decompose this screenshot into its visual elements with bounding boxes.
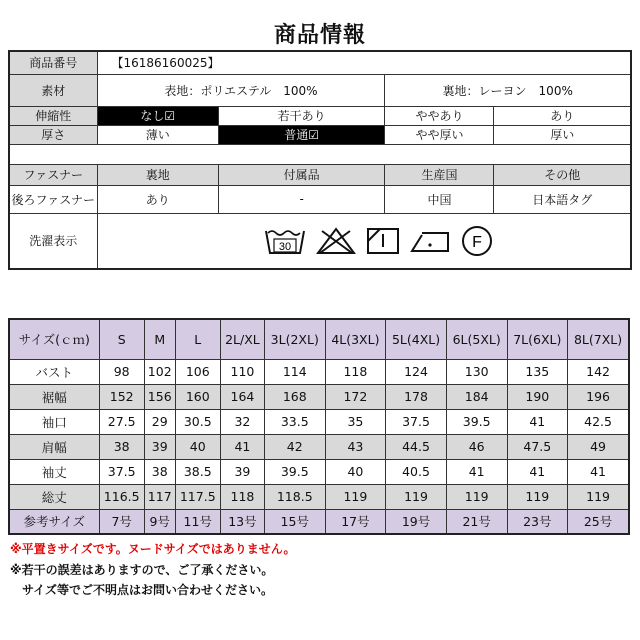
size-cell: 116.5	[99, 484, 144, 509]
wash-temp: 30	[278, 240, 291, 253]
size-cell: 39.5	[446, 409, 507, 434]
info-header: 裏地	[97, 164, 218, 185]
size-cell: 118.5	[264, 484, 325, 509]
reference-size-cell: 21号	[446, 509, 507, 534]
stretch-option: あり	[494, 106, 631, 125]
material-label: 素材	[9, 74, 97, 106]
info-header: ファスナー	[9, 164, 97, 185]
size-row-label: 袖口	[9, 409, 99, 434]
size-cell: 124	[386, 359, 447, 384]
size-cell: 41	[220, 434, 264, 459]
reference-size-cell: 23号	[507, 509, 568, 534]
size-cell: 119	[386, 484, 447, 509]
size-cell: 119	[446, 484, 507, 509]
size-cell: 117	[144, 484, 175, 509]
size-cell: 135	[507, 359, 568, 384]
size-cell: 114	[264, 359, 325, 384]
size-cell: 37.5	[386, 409, 447, 434]
size-cell: 119	[325, 484, 386, 509]
product-no-value: 【16186160025】	[97, 51, 631, 74]
size-cell: 40	[175, 434, 220, 459]
reference-size-cell: 19号	[386, 509, 447, 534]
size-cell: 184	[446, 384, 507, 409]
note-contact: サイズ等でご不明点はお問い合わせください。	[10, 583, 274, 597]
size-row-label: 袖丈	[9, 459, 99, 484]
size-header: 3L(2XL)	[264, 319, 325, 359]
size-table	[8, 318, 630, 535]
info-value: 後ろファスナー	[9, 185, 97, 213]
size-cell: 142	[568, 359, 629, 384]
size-cell: 152	[99, 384, 144, 409]
reference-size-cell: 13号	[220, 509, 264, 534]
size-row	[9, 409, 629, 434]
size-row-label: 裾幅	[9, 384, 99, 409]
thickness-label: 厚さ	[9, 125, 97, 144]
dryclean-f-icon	[460, 224, 494, 258]
info-value: あり	[97, 185, 218, 213]
product-no-label: 商品番号	[9, 51, 97, 74]
size-row	[9, 459, 629, 484]
info-header: 生産国	[385, 164, 494, 185]
size-cell: 47.5	[507, 434, 568, 459]
size-cell: 37.5	[99, 459, 144, 484]
reference-size-row	[9, 509, 629, 534]
size-header: 2L/XL	[220, 319, 264, 359]
size-cell: 30.5	[175, 409, 220, 434]
reference-size-cell: 7号	[99, 509, 144, 534]
size-cell: 119	[507, 484, 568, 509]
thickness-option: 厚い	[494, 125, 631, 144]
size-header: 7L(6XL)	[507, 319, 568, 359]
thickness-option: やや厚い	[385, 125, 494, 144]
size-header: 4L(3XL)	[325, 319, 386, 359]
iron-low-icon	[410, 227, 450, 255]
size-cell: 106	[175, 359, 220, 384]
size-row	[9, 434, 629, 459]
thickness-option: 薄い	[97, 125, 218, 144]
thickness-option-selected: 普通☑	[218, 125, 384, 144]
info-value: 日本語タグ	[494, 185, 631, 213]
page-title: 商品情報	[273, 23, 366, 48]
size-cell: 49	[568, 434, 629, 459]
size-cell: 41	[568, 459, 629, 484]
size-cell: 38.5	[175, 459, 220, 484]
size-row-label: 肩幅	[9, 434, 99, 459]
size-header: 6L(5XL)	[446, 319, 507, 359]
size-cell: 35	[325, 409, 386, 434]
size-cell: 42	[264, 434, 325, 459]
size-cell: 172	[325, 384, 386, 409]
info-value: -	[218, 185, 384, 213]
size-cell: 178	[386, 384, 447, 409]
info-header: その他	[494, 164, 631, 185]
size-cell: 42.5	[568, 409, 629, 434]
size-header: L	[175, 319, 220, 359]
size-cell: 160	[175, 384, 220, 409]
size-cell: 40.5	[386, 459, 447, 484]
size-cell: 29	[144, 409, 175, 434]
size-header: S	[99, 319, 144, 359]
size-cell: 41	[446, 459, 507, 484]
size-cell: 41	[507, 409, 568, 434]
reference-size-cell: 25号	[568, 509, 629, 534]
size-cell: 38	[144, 459, 175, 484]
size-cell: 41	[507, 459, 568, 484]
dryclean-letter: F	[471, 233, 482, 251]
size-cell: 196	[568, 384, 629, 409]
laundry-icons	[98, 224, 631, 258]
size-row	[9, 359, 629, 384]
stretch-option: 若干あり	[218, 106, 384, 125]
info-header: 付属品	[218, 164, 384, 185]
size-cell: 119	[568, 484, 629, 509]
wash-30-icon	[264, 227, 306, 255]
size-cell: 39.5	[264, 459, 325, 484]
size-cell: 117.5	[175, 484, 220, 509]
size-cell: 190	[507, 384, 568, 409]
size-cell: 164	[220, 384, 264, 409]
size-cell: 38	[99, 434, 144, 459]
size-cell: 168	[264, 384, 325, 409]
material-outer: 表地：ポリエステル 100%	[97, 74, 385, 106]
size-cell: 98	[99, 359, 144, 384]
reference-size-cell: 11号	[175, 509, 220, 534]
laundry-label: 洗濯表示	[9, 213, 97, 269]
stretch-label: 伸縮性	[9, 106, 97, 125]
size-header: 8L(7XL)	[568, 319, 629, 359]
size-cell: 27.5	[99, 409, 144, 434]
size-row-label: 総丈	[9, 484, 99, 509]
no-bleach-icon	[316, 227, 356, 255]
size-cell: 39	[220, 459, 264, 484]
size-cell: 118	[220, 484, 264, 509]
note-tolerance: ※若干の誤差はありますので、ご了承ください。	[10, 563, 274, 577]
size-header: M	[144, 319, 175, 359]
size-cell: 110	[220, 359, 264, 384]
reference-size-cell: 17号	[325, 509, 386, 534]
size-cell: 43	[325, 434, 386, 459]
size-cell: 118	[325, 359, 386, 384]
size-cell: 130	[446, 359, 507, 384]
size-cell: 39	[144, 434, 175, 459]
reference-size-cell: 15号	[264, 509, 325, 534]
size-cell: 33.5	[264, 409, 325, 434]
size-cell: 40	[325, 459, 386, 484]
material-lining: 裏地：レーヨン 100%	[385, 74, 631, 106]
size-header-label: サイズ(ｃｍ)	[9, 319, 99, 359]
size-row	[9, 384, 629, 409]
stretch-option-selected: なし☑	[97, 106, 218, 125]
size-header: 5L(4XL)	[386, 319, 447, 359]
stretch-option: ややあり	[385, 106, 494, 125]
size-cell: 156	[144, 384, 175, 409]
product-info-table	[8, 50, 632, 270]
shade-hang-dry-icon	[366, 227, 400, 255]
info-value: 中国	[385, 185, 494, 213]
reference-size-label: 参考サイズ	[9, 509, 99, 534]
reference-size-cell: 9号	[144, 509, 175, 534]
note-flat-size: ※平置きサイズです。ヌードサイズではありません。	[10, 542, 296, 556]
size-row-label: バスト	[9, 359, 99, 384]
size-row	[9, 484, 629, 509]
size-cell: 32	[220, 409, 264, 434]
blank-row	[9, 144, 631, 164]
size-cell: 46	[446, 434, 507, 459]
size-cell: 102	[144, 359, 175, 384]
size-cell: 44.5	[386, 434, 447, 459]
